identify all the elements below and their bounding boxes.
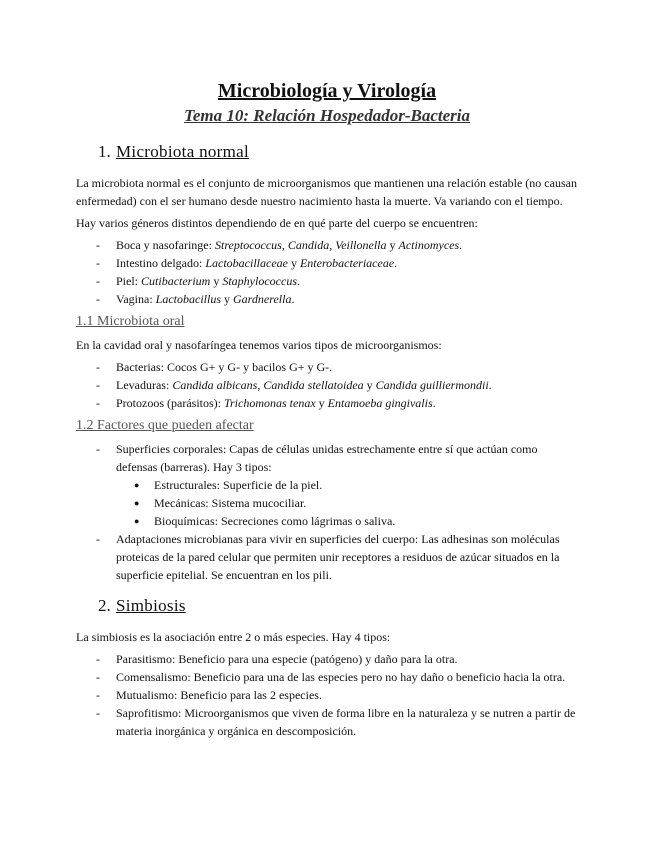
subsection-heading-factores: 1.2 Factores que pueden afectar bbox=[76, 418, 254, 433]
list-item: - Levaduras: Candida albicans, Candida stellatoidea y Candida guilliermondii. bbox=[76, 376, 578, 394]
paragraph-microbiota-definition: La microbiota normal es el conjunto de microorganismos que mantienen una relación estable (no causan enfermedad) con el ser humano desde nuestro nacimiento hasta la muerte. Va variando con el tiempo. bbox=[76, 176, 577, 208]
factores-list bbox=[76, 440, 578, 584]
list-item: - Vagina: Lactobacillus y Gardnerella. bbox=[76, 290, 578, 308]
section-heading-microbiota-normal bbox=[98, 140, 578, 164]
oral-list bbox=[76, 358, 578, 412]
section-number: 1. bbox=[98, 142, 111, 161]
paragraph-oral-lead: En la cavidad oral y nasofaríngea tenemos varios tipos de microorganismos: bbox=[76, 338, 442, 352]
paragraph-simbiosis-lead: La simbiosis es la asociación entre 2 o más especies. Hay 4 tipos: bbox=[76, 630, 391, 644]
genera-list bbox=[76, 236, 578, 308]
paragraph-genera-lead: Hay varios géneros distintos dependiendo de en qué parte del cuerpo se encuentren: bbox=[76, 216, 478, 230]
section-number: 2. bbox=[98, 596, 111, 615]
list-item: - Mutualismo: Beneficio para las 2 especies. bbox=[76, 686, 578, 704]
section-heading-simbiosis bbox=[98, 594, 578, 618]
document-subtitle: Tema 10: Relación Hospedador-Bacteria bbox=[184, 106, 470, 125]
list-item: - Superficies corporales: Capas de células unidas estrechamente entre sí que actúan como defensas (barreras). Hay 3 tipos: ● Estructurales: Superficie de la piel. ● Mecánicas: Sistema mucociliar. ● Bioquímicas: Secreciones como lágrimas o saliva. bbox=[76, 440, 578, 530]
section-title: Simbiosis bbox=[116, 596, 186, 615]
list-item: - Bacterias: Cocos G+ y G- y bacilos G+ y G-. bbox=[76, 358, 578, 376]
list-item: ● Mecánicas: Sistema mucociliar. bbox=[116, 494, 578, 512]
subsection-heading-microbiota-oral: 1.1 Microbiota oral bbox=[76, 314, 185, 329]
list-item: - Saprofitismo: Microorganismos que viven de forma libre en la naturaleza y se nutren a partir de materia inorgánica y orgánica en descomposición. bbox=[76, 704, 578, 740]
simbiosis-list bbox=[76, 650, 578, 740]
list-item: - Intestino delgado: Lactobacillaceae y Enterobacteriaceae. bbox=[76, 254, 578, 272]
list-item: ● Bioquímicas: Secreciones como lágrimas o saliva. bbox=[116, 512, 578, 530]
list-item: - Protozoos (parásitos): Trichomonas tenax y Entamoeba gingivalis. bbox=[76, 394, 578, 412]
section-title: Microbiota normal bbox=[116, 142, 250, 161]
list-item: - Piel: Cutibacterium y Staphylococcus. bbox=[76, 272, 578, 290]
list-item: - Comensalismo: Beneficio para una de las especies pero no hay daño o beneficio hacia la otra. bbox=[76, 668, 578, 686]
list-item: - Parasitismo: Beneficio para una especie (patógeno) y daño para la otra. bbox=[76, 650, 578, 668]
document-page bbox=[76, 78, 578, 742]
barrier-types-list bbox=[116, 476, 578, 530]
document-title: Microbiología y Virología bbox=[217, 80, 437, 102]
list-item: ● Estructurales: Superficie de la piel. bbox=[116, 476, 578, 494]
list-item: - Boca y nasofaringe: Streptococcus, Candida, Veillonella y Actinomyces. bbox=[76, 236, 578, 254]
list-item: - Adaptaciones microbianas para vivir en superficies del cuerpo: Las adhesinas son moléculas proteicas de la pared celular que permiten unir receptores a residuos de azúcar situados en la superficie epitelial. Se encuentran en los pili. bbox=[76, 530, 578, 584]
